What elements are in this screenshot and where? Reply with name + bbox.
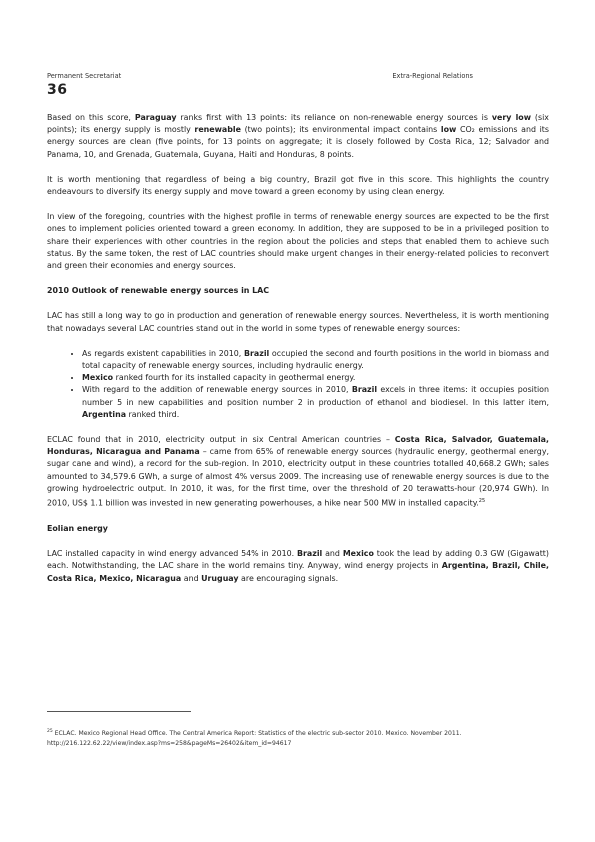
text: With regard to the addition of renewable energy sources in 2010, (82, 385, 352, 395)
text: ECLAC found that in 2010, electricity output in six Central American countries – (47, 435, 395, 445)
text: LAC installed capacity in wind energy advanced 54% in 2010. (47, 549, 297, 559)
footnote-reference[interactable]: 25 (478, 498, 486, 505)
bold-text: Uruguay (201, 573, 239, 583)
text: occupied the second and fourth positions in the world in biomass and total capacity of renewable energy sources, including hydraulic energy. (82, 348, 549, 371)
bold-text: Costa Rica, Salvador, Guatemala, Honduras, Nicaragua and Panama (47, 435, 549, 457)
paragraph-wind-energy (47, 548, 549, 585)
text: Based on this score, (47, 113, 135, 122)
text: As regards existent capabilities in 2010, (82, 348, 244, 358)
bold-text: Mexico (82, 373, 114, 383)
bold-text: Brazil (351, 385, 378, 395)
text: CO₂ emissions and its energy sources are clean (five points, for 13 points on aggregate; it is closely followed by Costa Rica, 12; Salvador and Panama, 10, and Grenada, Guatemala, Guyana, Haiti and Honduras, 8 points. (47, 125, 549, 159)
list-item (82, 384, 549, 421)
header-right: Extra-Regional Relations (392, 72, 473, 80)
footnote-number: 25 (47, 729, 53, 734)
list-item (82, 348, 549, 372)
bold-text: Brazil (297, 549, 323, 559)
page-body (47, 112, 549, 598)
footnote (47, 727, 507, 748)
paragraph-brazil-score: It is worth mentioning that regardless of being a big country, Brazil got five in this score. This highlights the country endeavours to diversify its energy supply and move toward a green economy by using clean energy. (47, 174, 549, 197)
text: (six points); its energy supply is mostly (47, 113, 549, 135)
bold-text: Argentina, Brazil, Chile, Costa Rica, Mexico, Nicaragua (47, 561, 549, 583)
footnote-text: ECLAC. Mexico Regional Head Office. The Central America Report: Statistics of the electric sub-sector 2010. Mexico. November 2011. http://216.122.62.22/view/index.asp?ms=258&pageMs=26402&item_id=94617 (47, 730, 462, 747)
text: and (181, 573, 202, 583)
text: – came from 65% of renewable energy sources (hydraulic energy, geothermal energy, sugar cane and wind), a record for the sub-region. In 2010, electricity output in these countries totalled 40,668.2 GWh; sales amounted to 34,579.6 GWh, a surge of almost 4% versus 2009. The increasing use of renewable energy sources is due to the growing hydroelectric output. In 2010, it was, for the first time, over the threshold of 20 terawatts-hour (20,974 GWh). In 2010, US$ 1.1 billion was invested in new generating powerhouses, a hike near 500 MW in installed capacity. (47, 447, 549, 508)
text: ranked fourth for its installed capacity in geothermal energy. (113, 373, 356, 383)
bold-text: renewable (194, 125, 241, 135)
text: and (322, 549, 343, 559)
paragraph-paraguay-score (47, 112, 549, 161)
list-item (82, 372, 549, 384)
bullet-list (47, 348, 549, 421)
text: (two points); its environmental impact contains (240, 125, 441, 135)
paragraph-eclac (47, 434, 549, 510)
text: ranked third. (126, 409, 180, 419)
page-number: 36 (47, 82, 68, 98)
bold-text: Argentina (82, 409, 127, 419)
paragraph-lac-outlook: LAC has still a long way to go in production and generation of renewable energy sources. Nevertheless, it is worth mentioning that nowadays several LAC countries stand out in the world in some types of renewable energy sources: (47, 311, 549, 333)
bold-text: Mexico (342, 549, 374, 559)
text: excels in three items: it occupies position number 5 in new capabilities and position number 2 in production of ethanol and biodiesel. In this latter item, (82, 385, 549, 407)
bold-text: low (440, 125, 457, 135)
paragraph-foregoing: In view of the foregoing, countries with the highest profile in terms of renewable energy sources are expected to be the first ones to implement policies oriented toward a green economy. In addition, they are supposed to be in a privileged position to share their experiences with other countries in the region about the policies and steps that enabled them to achieve such status. By the same token, the rest of LAC countries should make urgent changes in their energy-related policies to reconvert and green their economies and energy sources. (47, 212, 549, 271)
text: are encouraging signals. (238, 573, 339, 583)
footnote-divider (47, 711, 191, 712)
header-left: Permanent Secretariat (47, 72, 122, 80)
text: ranks first with 13 points: its reliance on non-renewable energy sources is (176, 113, 492, 122)
section-heading-eolian: Eolian energy (47, 523, 108, 533)
bold-text: Paraguay (134, 113, 177, 122)
bold-text: very low (491, 113, 531, 122)
text: took the lead by adding 0.3 GW (Gigawatt) each. Notwithstanding, the LAC share in the world remains tiny. Anyway, wind energy projects in (47, 549, 549, 571)
section-heading-outlook: 2010 Outlook of renewable energy sources in LAC (47, 286, 270, 296)
bold-text: Brazil (244, 348, 270, 358)
